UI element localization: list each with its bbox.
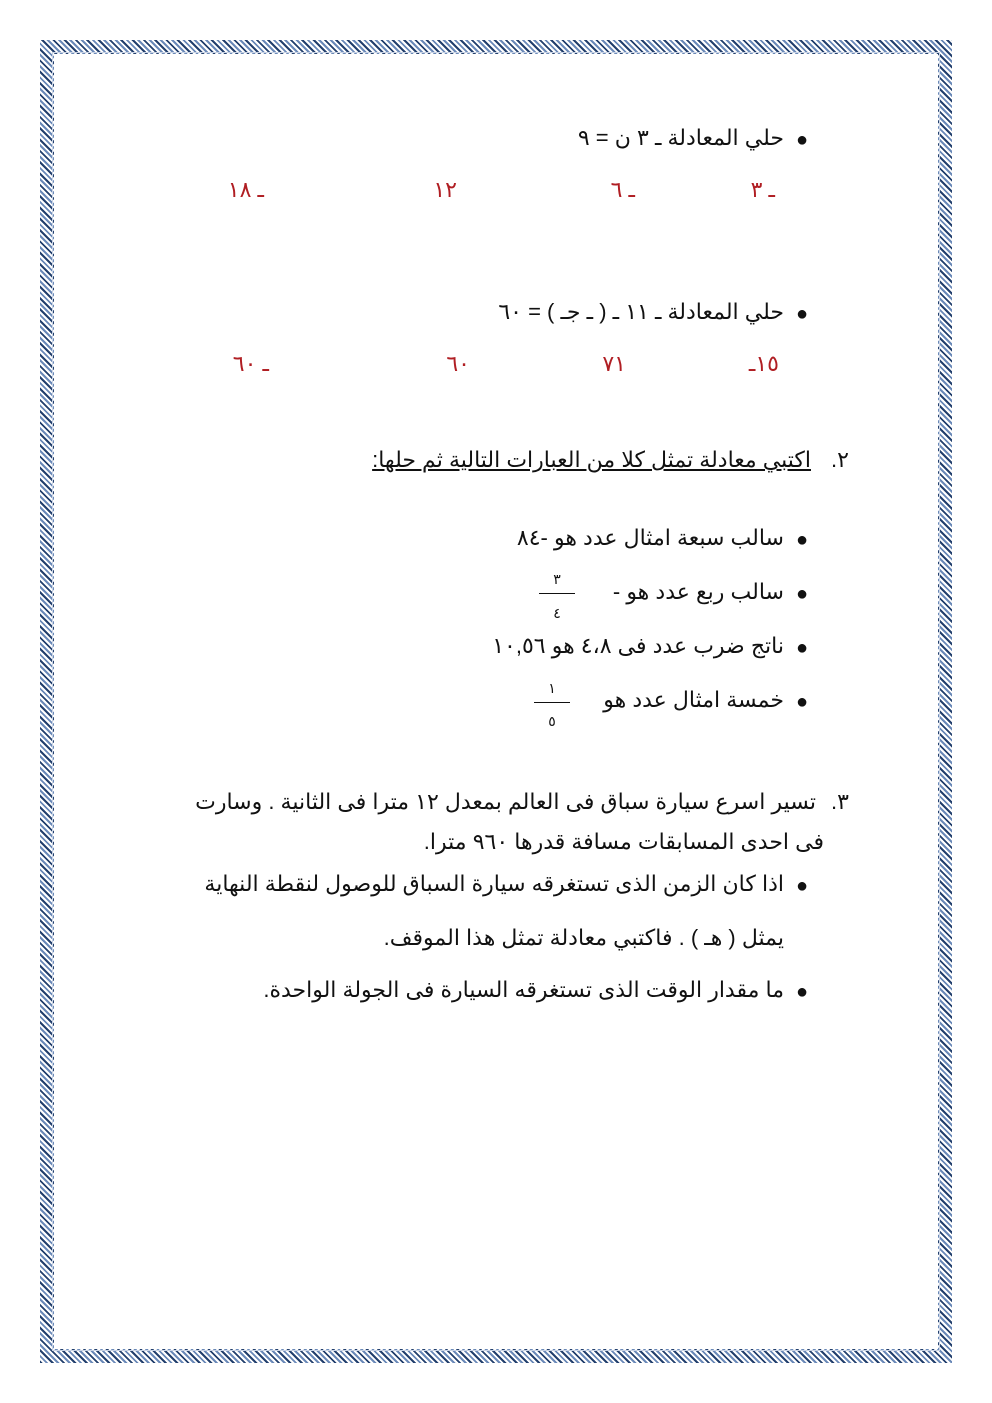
fraction-denominator: ٥ [548, 713, 556, 729]
section-3-question-1-line-1: اذا كان الزمن الذى تستغرقه سيارة السباق للوصول لنقطة النهاية [204, 871, 784, 896]
statement-1: سالب سبعة امثال عدد هو -٨٤ [516, 525, 784, 550]
eq2-option-3: ٦٠ [446, 351, 470, 376]
fraction-bar [534, 702, 570, 703]
bullet-icon: ● [796, 981, 809, 1003]
eq1-option-3: ١٢ [433, 177, 457, 202]
bullet-icon: ● [796, 691, 809, 713]
fraction-numerator: ١ [548, 680, 556, 696]
equation-2: حلي المعادلة ـ ١١ ـ ( ـ جـ ) = ٦٠ [498, 299, 784, 324]
fraction-bar [539, 593, 575, 594]
bullet-icon: ● [796, 875, 809, 897]
eq2-option-1: ١٥ـ [748, 351, 779, 376]
section-3-question-1-line-2: يمثل ( هـ ) . فاكتبي معادلة تمثل هذا الموقف. [383, 925, 784, 950]
bullet-icon: ● [796, 303, 809, 325]
section-3-paragraph-line-2: فى احدى المسابقات مسافة قدرها ٩٦٠ مترا. [423, 829, 824, 854]
statement-3: ناتج ضرب عدد فى ٤،٨ هو ١٠,٥٦ [492, 633, 784, 658]
section-2-heading: اكتبي معادلة تمثل كلا من العبارات التالية ثم حلها: [372, 447, 811, 472]
eq1-option-2: ـ ٦ [610, 177, 635, 202]
eq2-option-4: ـ ٦٠ [232, 351, 269, 376]
fraction-denominator: ٤ [553, 605, 561, 621]
bullet-icon: ● [796, 583, 809, 605]
section-3-number: ٣. [831, 789, 849, 814]
statement-2: سالب ربع عدد هو - [612, 579, 784, 604]
equation-1: حلي المعادلة ـ ٣ ن = ٩ [577, 125, 784, 150]
bullet-icon: ● [796, 129, 809, 151]
bullet-icon: ● [796, 529, 809, 551]
statement-4: خمسة امثال عدد هو [603, 687, 784, 712]
fraction-numerator: ٣ [553, 571, 561, 587]
bullet-icon: ● [796, 637, 809, 659]
eq2-option-2: ٧١ [602, 351, 626, 376]
eq1-option-1: ـ ٣ [750, 177, 775, 202]
section-3-paragraph-line-1: تسير اسرع سيارة سباق فى العالم بمعدل ١٢ مترا فى الثانية . وسارت [195, 789, 816, 814]
section-2-number: ٢. [831, 447, 849, 472]
section-3-question-2: ما مقدار الوقت الذى تستغرقه السيارة فى الجولة الواحدة. [263, 977, 784, 1002]
eq1-option-4: ـ ١٨ [227, 177, 264, 202]
